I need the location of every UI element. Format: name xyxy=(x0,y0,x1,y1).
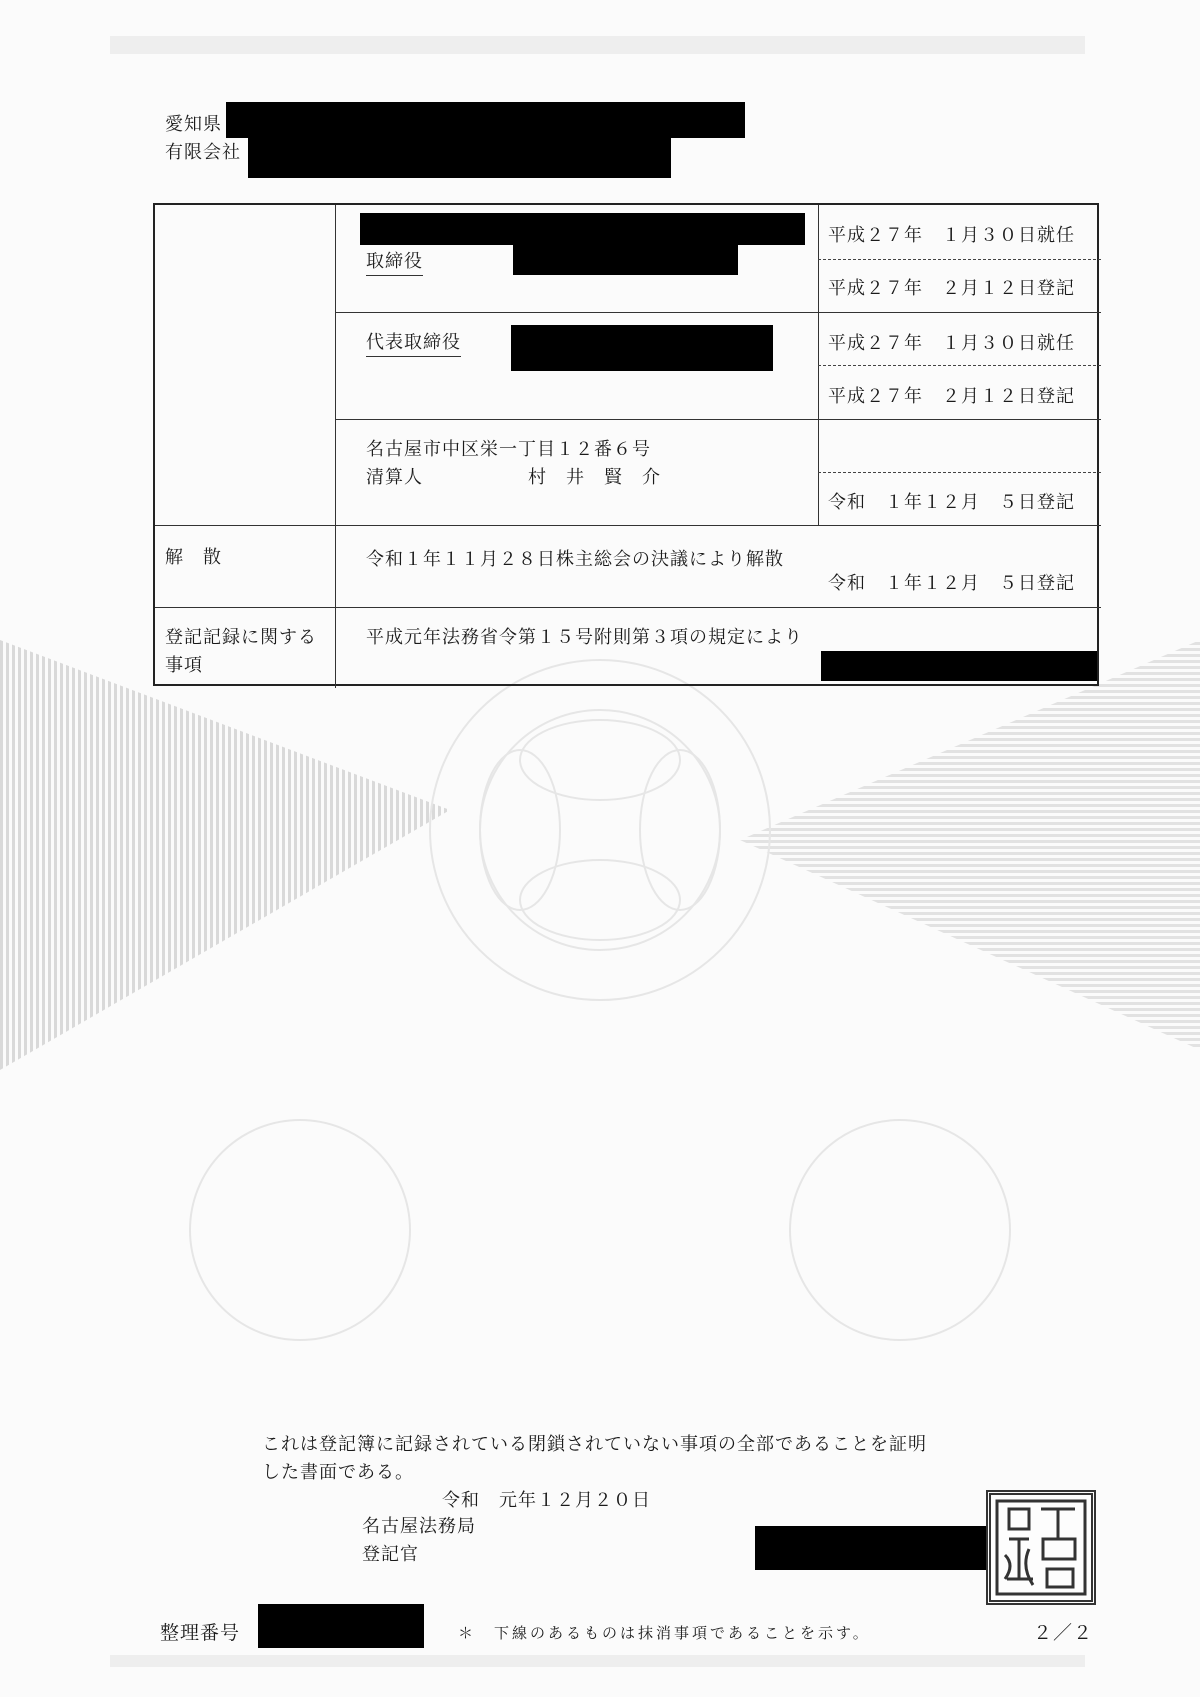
dissolution-label: 解 散 xyxy=(165,547,222,568)
director-appointed-date: 平成２７年 １月３０日就任 xyxy=(828,225,1075,246)
legal-affairs-bureau: 名古屋法務局 xyxy=(362,1516,476,1537)
redacted-registrar-name xyxy=(755,1526,987,1570)
page-number: ２／２ xyxy=(1033,1622,1094,1644)
certification-text-line1: これは登記簿に記録されている閉鎖されていない事項の全部であることを証明 xyxy=(262,1434,927,1455)
reference-number-label: 整理番号 xyxy=(160,1622,241,1644)
redacted-reference-number xyxy=(258,1604,424,1648)
director-role: 取締役 xyxy=(366,247,423,276)
representative-appointed-date: 平成２７年 １月３０日就任 xyxy=(828,333,1075,354)
representative-director-role: 代表取締役 xyxy=(366,328,461,357)
table-divider xyxy=(155,607,1101,608)
date-separator xyxy=(818,365,1101,366)
prefecture-text: 愛知県 xyxy=(165,114,222,135)
redacted-director-name xyxy=(513,245,738,275)
dissolution-text: 令和１年１１月２８日株主総会の決議により解散 xyxy=(366,549,784,570)
liquidator-address: 名古屋市中区栄一丁目１２番６号 xyxy=(366,439,651,460)
date-separator xyxy=(818,259,1101,260)
redacted-company-name xyxy=(248,138,671,178)
redacted-director-address xyxy=(360,213,805,245)
registration-record-label: 登記記録に関する xyxy=(165,627,317,648)
table-divider xyxy=(335,205,336,688)
company-type-text: 有限会社 xyxy=(165,142,241,163)
official-seal-stamp xyxy=(986,1490,1096,1605)
liquidator-name: 村 井 賢 介 xyxy=(528,467,661,488)
registration-record-text: 平成元年法務省令第１５号附則第３項の規定により xyxy=(366,627,803,648)
liquidator-role: 清算人 xyxy=(366,467,423,488)
director-registered-date: 平成２７年 ２月１２日登記 xyxy=(828,278,1075,299)
registrar-title: 登記官 xyxy=(362,1544,419,1565)
date-separator xyxy=(818,472,1101,473)
redacted-registration-date xyxy=(821,651,1097,681)
table-divider xyxy=(335,312,1101,313)
footer-note: ＊ 下線のあるものは抹消事項であることを示す。 xyxy=(458,1624,871,1642)
dissolution-registered-date: 令和 １年１２月 ５日登記 xyxy=(828,573,1075,594)
redacted-address xyxy=(226,102,745,138)
table-divider xyxy=(155,525,1101,526)
registration-record-label-2: 事項 xyxy=(165,655,203,676)
redacted-representative-name xyxy=(511,325,773,371)
certification-date: 令和 元年１２月２０日 xyxy=(442,1490,651,1511)
seal-pattern-icon xyxy=(991,1495,1091,1600)
liquidator-registered-date: 令和 １年１２月 ５日登記 xyxy=(828,492,1075,513)
representative-registered-date: 平成２７年 ２月１２日登記 xyxy=(828,386,1075,407)
registration-table xyxy=(153,203,1099,686)
table-divider xyxy=(335,419,1101,420)
certification-text-line2: した書面である。 xyxy=(262,1462,414,1483)
